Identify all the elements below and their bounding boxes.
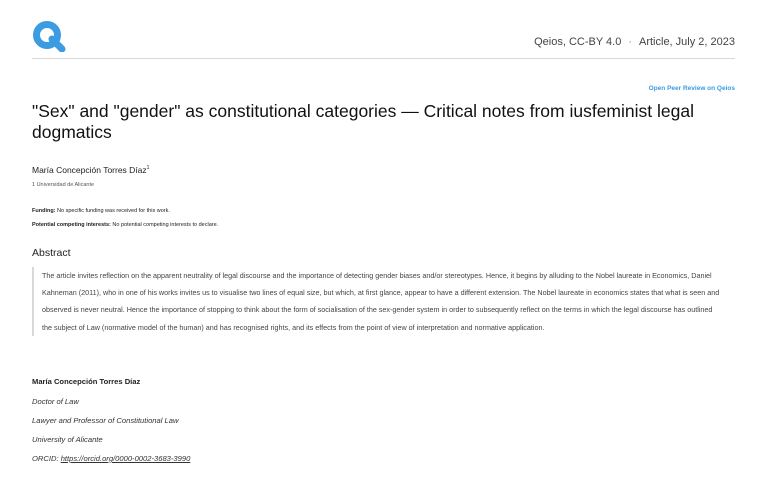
article-title: "Sex" and "gender" as constitutional categories — Critical notes from iusfeminist legal dogmatics	[32, 101, 694, 142]
article-info: Article, July 2, 2023	[639, 36, 735, 48]
funding-statement	[32, 208, 170, 214]
license-text: Qeios, CC-BY 4.0	[534, 36, 622, 48]
funding-label: Funding:	[32, 208, 56, 214]
bio-name: María Concepción Torres Díaz	[32, 377, 141, 386]
competing-interests-statement	[32, 222, 218, 228]
abstract-text: The article invites reflection on the apparent neutrality of legal discourse and the importance of detecting gender biases and/or stereotypes. Hence, it begins by alluding to the Nobel laureate in Economics, Daniel Kahneman (2011), who in one of his works invites us to visualise two lines of equal size, but which, at first glance, appear to have a different extension. The Nobel laureate in economics states that what is seen and observed is never neutral. Hence the importance of stopping to think about the form of socialisation of the sex-gender system in order to subsequently reflect on the terms in which the legal discourse has outlined the subject of Law (normative model of the human) and has recognised rights, and its effects from the point of view of interpretation and normative application.	[32, 267, 724, 336]
author-affiliation: 1 Universidad de Alicante	[32, 182, 95, 188]
header-meta	[534, 36, 735, 48]
bio-institution: University of Alicante	[32, 435, 103, 444]
competing-interests-label: Potential competing interests:	[32, 222, 111, 228]
bio-orcid	[32, 452, 190, 465]
open-peer-review-link[interactable]: Open Peer Review on Qeios	[648, 85, 735, 92]
author-name[interactable]: María Concepción Torres Díaz	[32, 165, 147, 175]
bio-position: Lawyer and Professor of Constitutional Law	[32, 416, 179, 425]
abstract-heading: Abstract	[32, 247, 71, 259]
author-line	[32, 165, 149, 175]
qeios-logo-icon[interactable]	[32, 20, 68, 52]
bio-degree: Doctor of Law	[32, 397, 79, 406]
orcid-label: ORCID:	[32, 454, 61, 463]
funding-text: No specific funding was received for this work.	[55, 208, 170, 214]
header-separator: ·	[628, 36, 632, 48]
orcid-link[interactable]: https://orcid.org/0000-0002-3683-3990	[60, 454, 191, 463]
header-divider	[32, 58, 735, 59]
competing-interests-text: No potential competing interests to declare.	[110, 222, 219, 228]
affiliation-marker: 1	[146, 165, 150, 172]
author-bio	[32, 375, 190, 471]
